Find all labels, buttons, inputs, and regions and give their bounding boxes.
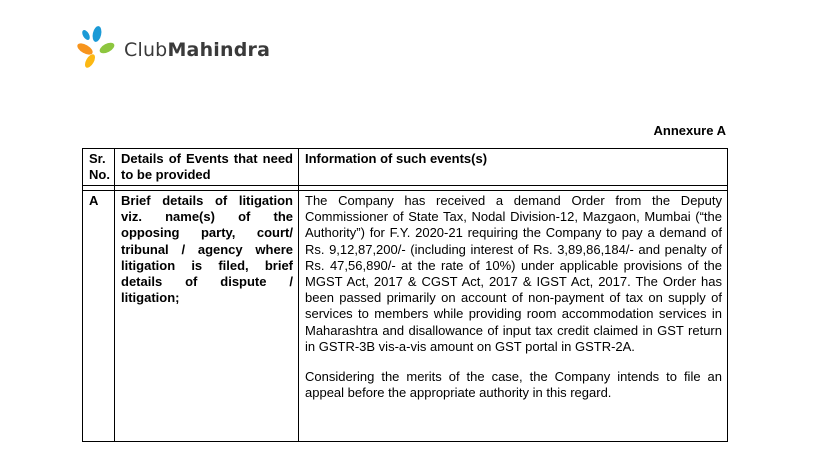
annexure-title: Annexure A xyxy=(653,123,726,138)
header-sr-no: Sr. No. xyxy=(83,149,115,186)
brand-name-part1: Club xyxy=(124,39,168,61)
table-header-row xyxy=(83,149,728,186)
brand-name xyxy=(124,39,270,61)
table-row xyxy=(83,191,728,442)
row-details xyxy=(115,191,299,442)
header-information: Information of such events(s) xyxy=(299,149,728,186)
events-table xyxy=(82,148,728,442)
header-details xyxy=(115,149,299,186)
information-paragraph-2: Considering the merits of the case, the Company intends to file an appeal before the appropriate authority in this regard. xyxy=(305,369,722,401)
club-mahindra-flower-icon xyxy=(70,22,120,72)
row-details-last: litigation; xyxy=(121,290,180,306)
information-paragraph-1: The Company has received a demand Order from the Deputy Commissioner of State Tax, Nodal Division-12, Mazgaon, Mumbai (“the Authority”) for F.Y. 2020-21 requiring the Company to pay a demand of Rs. 9,12,87,200/- (including interest of Rs. 3,89,86,184/- and penalty of Rs. 47,56,890/- at the rate of 10%) under applicable provisions of the MGST Act, 2017 & CGST Act, 2017 & IGST Act, 2017. The Order has been passed primarily on account of non-payment of tax on supply of services to members while providing room accommodation services in Maharashtra and disallowance of input tax credit claimed in GST return in GSTR-3B vis-a-vis amount on GST portal in GSTR-2A. xyxy=(305,193,722,354)
brand-name-part2: Mahindra xyxy=(167,39,271,61)
row-information xyxy=(299,191,728,442)
row-sr-no: A xyxy=(83,191,115,442)
header-details-text: Details of Events that need to be provided xyxy=(121,151,293,183)
row-details-text: Brief details of litigation viz. name(s) of the opposing party, court/ tribunal / agency where litigation is filed, brief details of dispute / xyxy=(121,193,293,290)
